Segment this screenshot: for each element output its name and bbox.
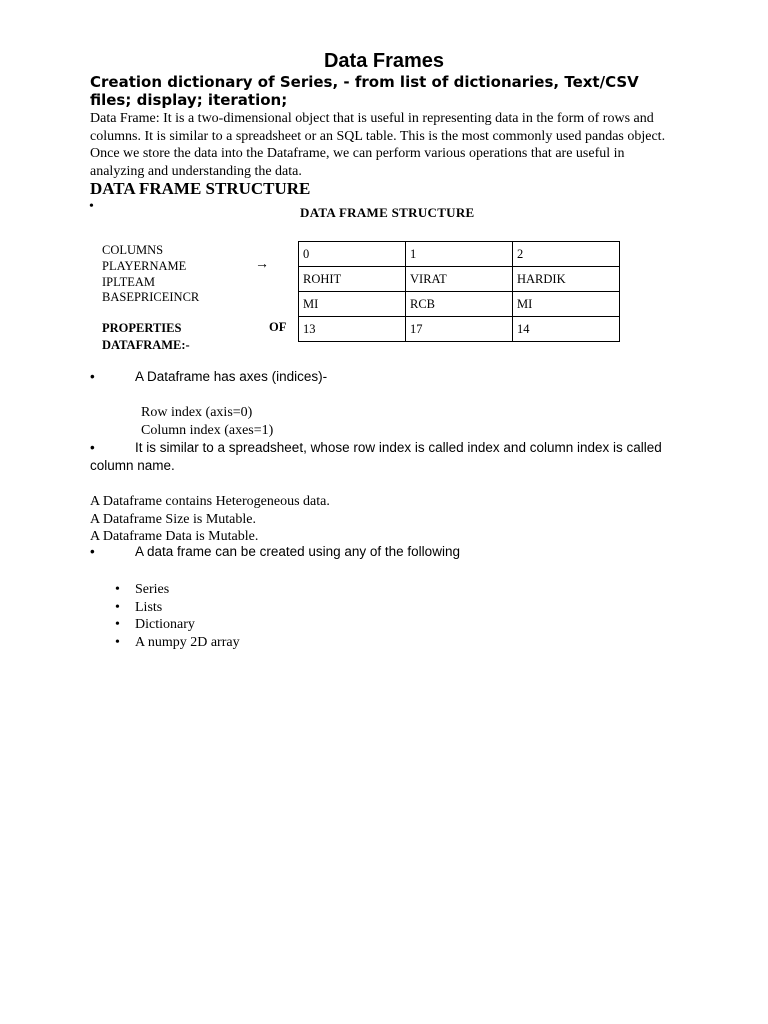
figure-label-playername: PLAYERNAME	[102, 258, 187, 273]
table-cell: RCB	[406, 292, 513, 317]
facts-list	[90, 493, 330, 546]
figure-table	[298, 241, 620, 342]
figure-properties-label	[102, 320, 190, 354]
list-item-text: Series	[135, 582, 170, 597]
table-cell: 17	[406, 317, 513, 342]
table-cell: 1	[406, 242, 513, 267]
figure-properties-line2: DATAFRAME:-	[102, 338, 190, 352]
figure-of-label: OF	[269, 320, 287, 334]
section-subtitle: Creation dictionary of Series, - from list of dictionaries, Text/CSV files; display; iteration;	[90, 73, 639, 109]
fact-line: A Dataframe contains Heterogeneous data.	[90, 494, 330, 509]
table-cell: 13	[299, 317, 406, 342]
table-row	[299, 317, 620, 342]
index-list	[141, 404, 273, 440]
bullet-marker: •	[115, 599, 120, 615]
table-cell: MI	[299, 292, 406, 317]
row-index-text: Row index (axis=0)	[141, 405, 253, 420]
bullet-marker: •	[90, 369, 95, 384]
column-index-text: Column index (axes=1)	[141, 423, 274, 438]
list-item-text: Dictionary	[135, 617, 195, 632]
table-cell: HARDIK	[513, 267, 620, 292]
bullet-create	[90, 544, 460, 559]
bullet-spreadsheet-text: It is similar to a spreadsheet, whose row index is called index and column index is called column name.	[90, 440, 662, 473]
bullet-create-text: A data frame can be created using any of the following	[135, 544, 460, 559]
fact-line: A Dataframe Size is Mutable.	[90, 511, 257, 527]
arrow-icon: →	[255, 257, 269, 272]
bullet-marker: •	[90, 440, 95, 455]
bullet-marker: •	[115, 634, 120, 650]
dataframe-structure-figure	[95, 205, 635, 358]
fact-line: A Dataframe Data is Mutable.	[90, 529, 259, 544]
list-item-text: A numpy 2D array	[135, 634, 240, 650]
bullet-axes-text: A Dataframe has axes (indices)-	[135, 369, 328, 384]
page-title: Data Frames	[323, 50, 445, 72]
figure-title: DATA FRAME STRUCTURE	[300, 205, 475, 220]
bullet-marker: •	[115, 582, 120, 597]
table-cell: ROHIT	[299, 267, 406, 292]
figure-label-basepriceincr: BASEPRICEINCR	[102, 290, 200, 305]
table-row	[299, 267, 620, 292]
bullet-marker: •	[115, 617, 120, 632]
table-row	[299, 242, 620, 267]
bullet-spreadsheet	[90, 439, 680, 475]
table-cell: VIRAT	[406, 267, 513, 292]
table-cell: 14	[513, 317, 620, 342]
list-item-text: Lists	[135, 599, 163, 615]
figure-label-iplteam: IPLTEAM	[102, 274, 156, 289]
figure-column-labels	[102, 243, 199, 306]
figure-properties-line1: PROPERTIES	[102, 321, 182, 335]
table-row	[299, 292, 620, 317]
intro-paragraph: Data Frame: It is a two-dimensional object that is useful in representing data in the form of rows and columns. It is similar to a spreadsheet or an SQL table. This is the most commonly used pandas object. Once we store the data into the Dataframe, we can perform various operations that are useful in analyzing and understanding the data.	[90, 111, 666, 179]
table-cell: 2	[513, 242, 620, 267]
structure-heading: DATA FRAME STRUCTURE	[90, 179, 311, 198]
bullet-marker: •	[90, 544, 95, 559]
bullet-marker: •	[89, 199, 94, 214]
figure-label-columns: COLUMNS	[102, 243, 164, 257]
table-cell: 0	[299, 242, 406, 267]
table-cell: MI	[513, 292, 620, 317]
